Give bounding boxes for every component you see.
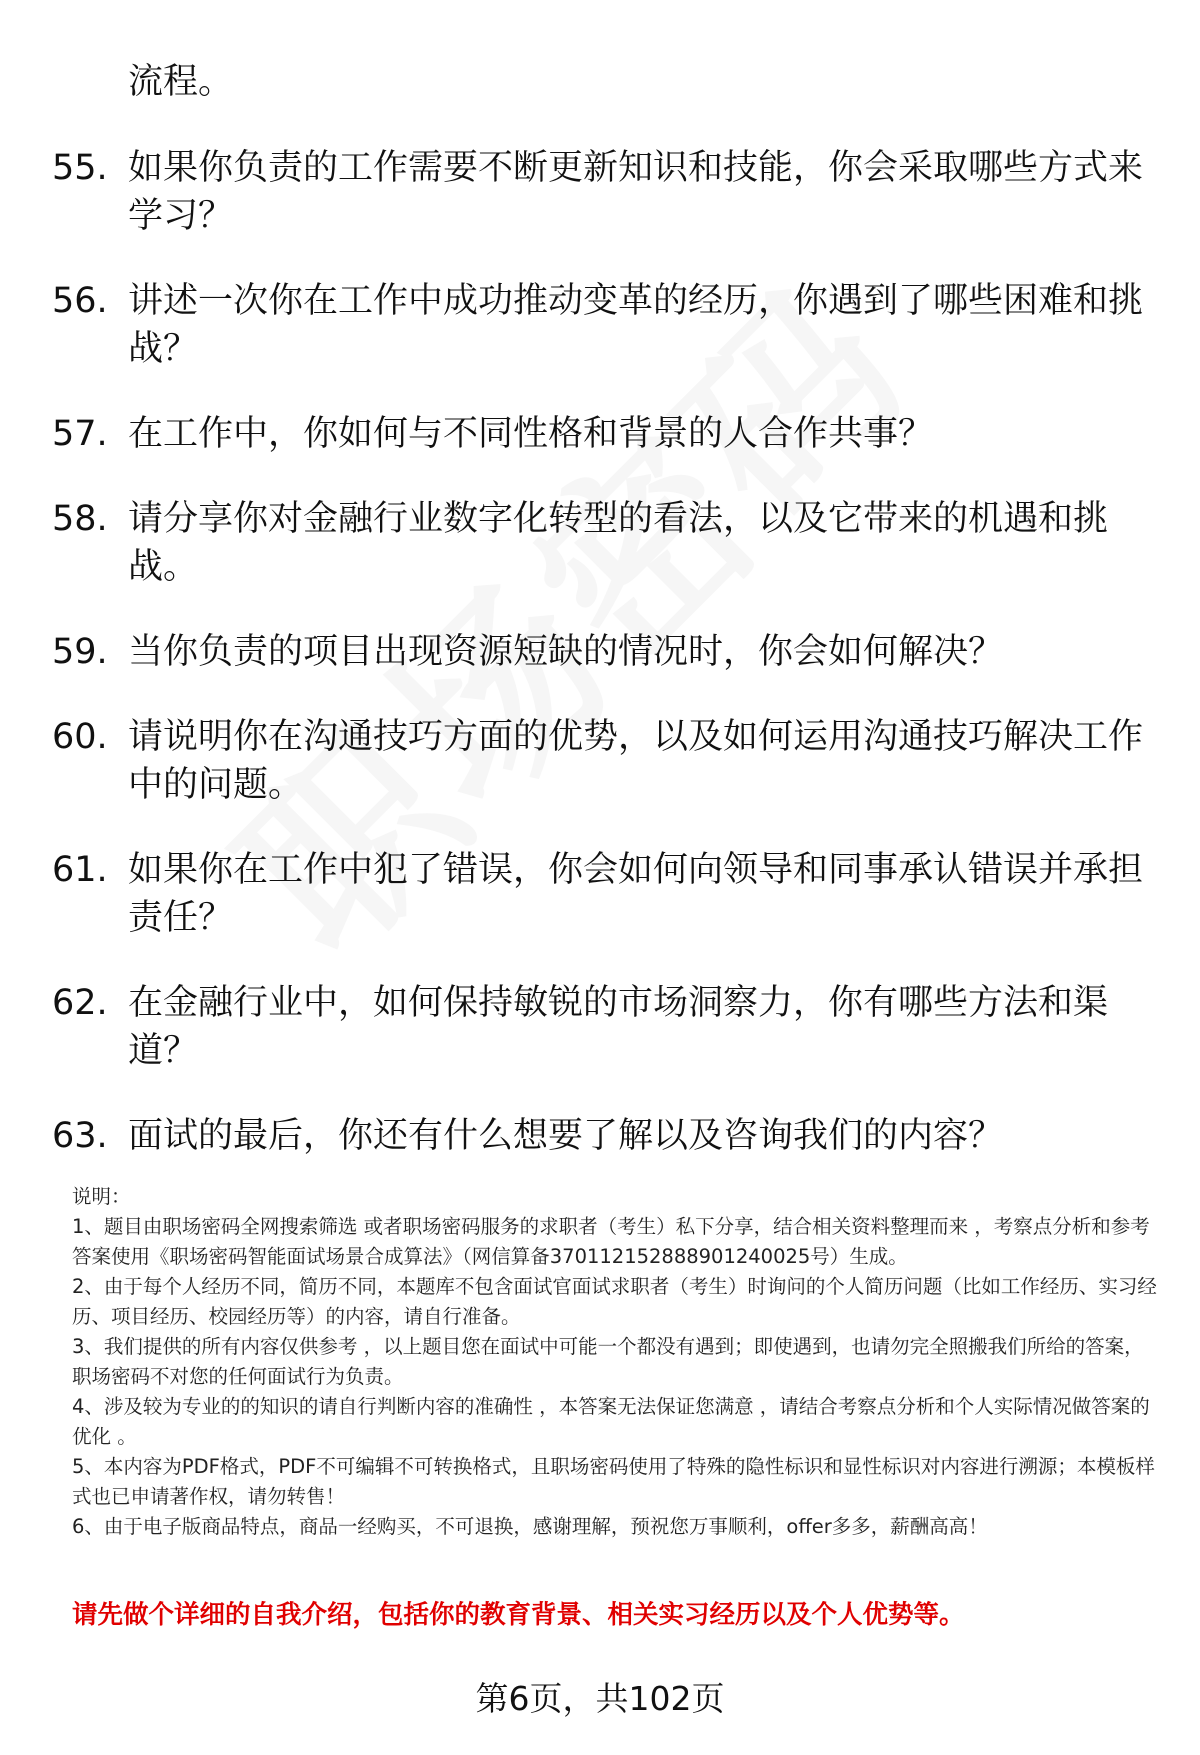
question-item (52, 410, 1152, 458)
question-text: 当你负责的项目出现资源短缺的情况时，你会如何解决？ (128, 632, 1004, 672)
question-item (52, 277, 1152, 373)
question-number: 55. (52, 148, 108, 188)
question-text: 在金融行业中，如何保持敏锐的市场洞察力，你有哪些方法和渠道？ (128, 983, 1109, 1071)
question-item (52, 1112, 1152, 1160)
question-text: 如果你负责的工作需要不断更新知识和技能，你会采取哪些方式来学习？ (128, 148, 1144, 236)
question-number: 63. (52, 1116, 108, 1156)
question-text: 面试的最后，你还有什么想要了解以及咨询我们的内容？ (128, 1116, 1004, 1156)
notes-heading: 说明： (72, 1185, 131, 1208)
question-number: 62. (52, 983, 108, 1023)
note-item: 5、本内容为PDF格式，PDF不可编辑不可转换格式，且职场密码使用了特殊的隐性标识和显性标识对内容进行溯源；本模板样式也已申请著作权，请勿转售！ (72, 1455, 1155, 1508)
notes-section (72, 1182, 1157, 1542)
note-item: 6、由于电子版商品特点，商品一经购买，不可退换，感谢理解，预祝您万事顺利，offer多多，薪酬高高！ (72, 1515, 988, 1538)
question-number: 61. (52, 850, 108, 890)
note-item: 3、我们提供的所有内容仅供参考 ，以上题目您在面试中可能一个都没有遇到；即使遇到，也请勿完全照搬我们所给的答案，职场密码不对您的任何面试行为负责。 (72, 1335, 1144, 1388)
question-item (52, 846, 1152, 942)
note-item: 4、涉及较为专业的的知识的请自行判断内容的准确性 ，本答案无法保证您满意 ，请结合考察点分析和个人实际情况做答案的优化 。 (72, 1395, 1150, 1448)
question-item (52, 628, 1152, 676)
question-number: 56. (52, 281, 108, 321)
question-number: 60. (52, 717, 108, 757)
question-item (52, 495, 1152, 591)
question-number: 57. (52, 414, 108, 454)
question-number: 58. (52, 499, 108, 539)
page-indicator: 第6页，共102页 (475, 1679, 725, 1718)
highlight-prompt: 请先做个详细的自我介绍，包括你的教育背景、相关实习经历以及个人优势等。 (72, 1600, 965, 1630)
question-item (52, 979, 1152, 1075)
note-item: 2、由于每个人经历不同，简历不同，本题库不包含面试官面试求职者（考生）时询问的个人简历问题（比如工作经历、实习经历、项目经历、校园经历等）的内容，请自行准备。 (72, 1275, 1157, 1328)
question-text: 请说明你在沟通技巧方面的优势，以及如何运用沟通技巧解决工作中的问题。 (128, 717, 1144, 805)
question-item (52, 144, 1152, 240)
continuation-text: 流程。 (128, 62, 234, 102)
question-text: 请分享你对金融行业数字化转型的看法，以及它带来的机遇和挑战。 (128, 499, 1109, 587)
question-text: 在工作中，你如何与不同性格和背景的人合作共事？ (128, 414, 934, 454)
question-number: 59. (52, 632, 108, 672)
question-list (52, 144, 1152, 1197)
question-text: 如果你在工作中犯了错误，你会如何向领导和同事承认错误并承担责任？ (128, 850, 1144, 938)
question-item (52, 713, 1152, 809)
question-text: 讲述一次你在工作中成功推动变革的经历，你遇到了哪些困难和挑战？ (128, 281, 1144, 369)
note-item: 1、题目由职场密码全网搜索筛选 或者职场密码服务的求职者（考生）私下分享，结合相关资料整理而来 ，考察点分析和参考答案使用《职场密码智能面试场景合成算法》（网信算备370112152888901240025号）生成。 (72, 1215, 1150, 1268)
